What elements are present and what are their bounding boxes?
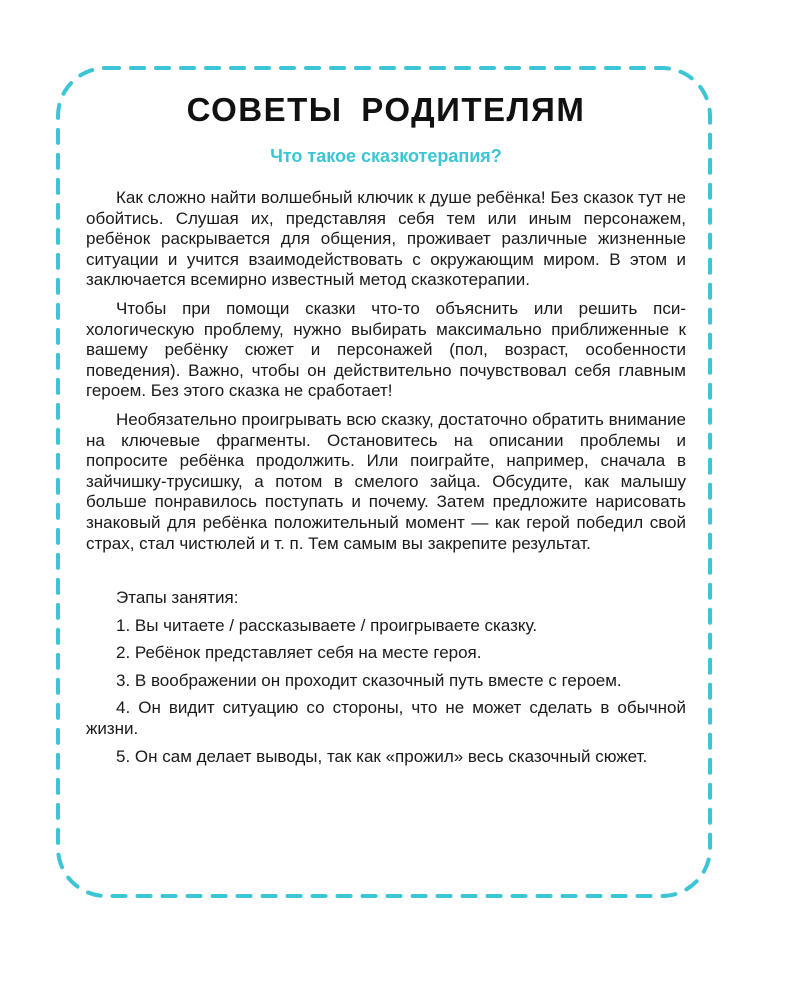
step-item: 3. В воображении он проходит сказочный путь вместе с героем. [116,670,622,690]
page-title: СОВЕТЫ РОДИТЕЛЯМ [186,91,586,128]
steps-list [86,588,686,767]
paragraph-fragments: Необязательно проигрывать всю сказку, достаточно обратить внимание на ключевые фрагменты. Остановитесь на описании проблемы и попросите ребёнка продолжить. Или поиграйте, например, сначала в зайчишку-трусишку, а потом в смелого зайца. Обсудите, как малышу больше понравилось поступать и почему. Затем предложите нарисовать знаковый для ребёнка положительный момент — как герой победил свой страх, стал чистюлей и т. п. Тем самым вы закрепите результат. [86,409,686,553]
steps-heading: Этапы занятия: [116,588,239,608]
step-item: 2. Ребёнок представляет себя на месте героя. [116,643,482,663]
section-subtitle: Что такое сказкотерапия? [270,146,502,166]
paragraph-intro: Как сложно найти волшебный ключик к душе ребёнка! Без сказок тут не обойтись. Слушая их, представляя себя тем или иным персонажем, ребёнок раскрывается для общения, проживает различные жизненные ситуации и учится взаимодействовать с окружающим миром. В этом и заключается всемирно известный метод сказкотерапии. [86,188,686,290]
paragraph-choice: Чтобы при помощи сказки что-то объяснить или решить психологическую проблему, нужно выбирать максимально приближенные к вашему ребёнку сюжет и персонажей (пол, возраст, особенности поведения). Важно, чтобы он действительно почувствовал себя главным героем. Без этого сказка не сработает! [86,298,686,401]
article-body [86,188,686,554]
step-item: 5. Он сам делает выводы, так как «прожил» весь сказочный сюжет. [116,746,648,766]
step-item: 4. Он видит ситуацию со стороны, что не может сделать в обычной жизни. [86,698,686,739]
step-item: 1. Вы читаете / рассказываете / проигрываете сказку. [116,615,538,635]
article [86,86,686,774]
